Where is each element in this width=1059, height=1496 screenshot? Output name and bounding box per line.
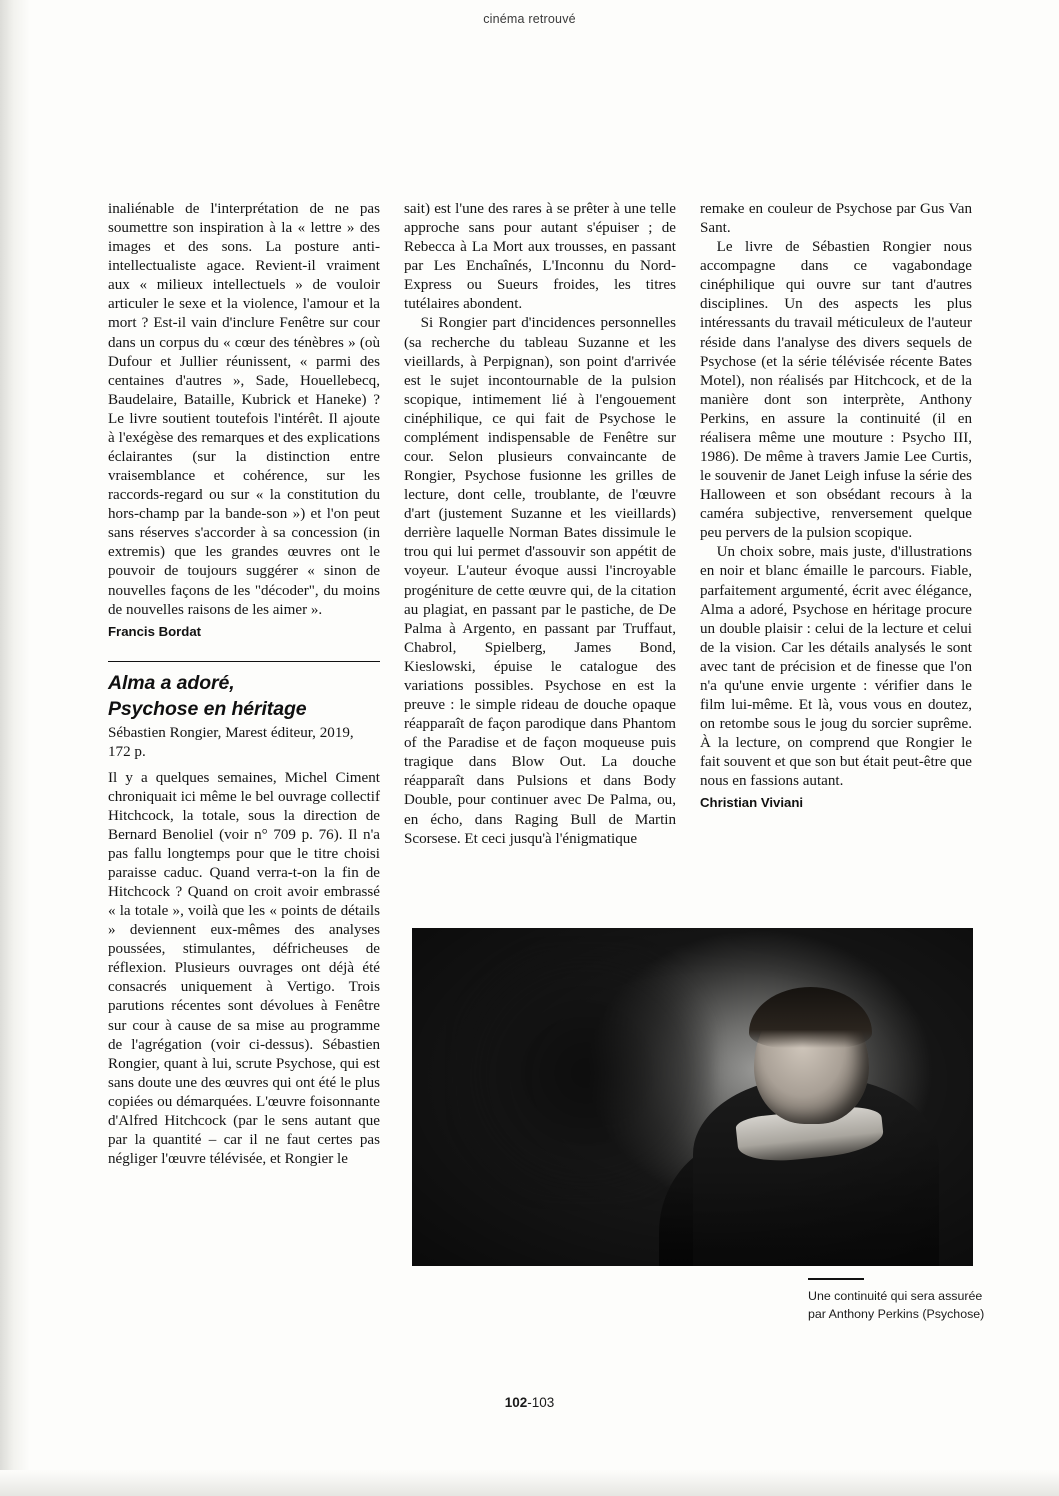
- signature-francis-bordat: Francis Bordat: [108, 623, 202, 639]
- paragraph-right-2: Le livre de Sébastien Rongier nous accompagne dans ce vagabondage cinéphilique qui ouvre sur tant d'autres disciplines. Un des aspects les plus intéressants du travail méticuleux de l'auteur réside dans l'analyse des divers sequels de Psychose (et la série télévisée récente Bates Motel), non réalisés par Hitchcock, et de la manière dont son interprète, Anthony Perkins, en assure la continuité (il en réalisera même une mouture : Psycho III, 1986). De même à travers Jamie Lee Curtis, le souvenir de Janet Leigh infuse la série des Halloween et son obsédant recours à la caméra subjective, renversement quelque peu pervers de la pulsion scopique.: [700, 239, 972, 542]
- figure-vignette: [412, 928, 973, 1266]
- caption-rule: [808, 1278, 864, 1280]
- paragraph-middle-1: sait) est l'une des rares à se prêter à une telle approche sans pour autant s'épuiser ; de Rebecca à La Mort aux trousses, en passant par Les Enchaînés, L'Inconnu du Nord-Express ou Sueurs froides, les titres tutélaires abondent.: [404, 201, 676, 313]
- paragraph-right-3: Un choix sobre, mais juste, d'illustrations en noir et blanc émaille le parcours. Fiable, parfaitement argumenté, écrit avec élégance, Alma a adoré, Psychose en héritage procure un double plaisir : celui de la lecture et celui de la vision. Car les détails analysés le sont avec tant de précision et de finesse que l'on n'a qu'une envie urgente : vérifier dans le film lui-même. Et là, vous vous en doutez, on retombe sous le joug du sorcier suprême. À la lecture, on comprend que Rongier le fait souvent et que son but était peut-être que nous en fassions autant.: [700, 544, 972, 790]
- figure-caption-line-1: Une continuité qui sera assurée: [808, 1289, 983, 1303]
- scan-edge-shading-bottom: [0, 1470, 1059, 1496]
- review-publication-info: Sébastien Rongier, Marest éditeur, 2019, 172 p.: [108, 725, 354, 761]
- figure-caption: [808, 1288, 998, 1324]
- paragraph-left-review: Il y a quelques semaines, Michel Ciment chroniquait ici même le bel ouvrage collectif Hitchcock, la totale, sous la direction de Bernard Benoliel (voir n° 709 p. 76). Il n'a pas fallu longtemps pour que le titre choisi paraisse caduc. Quand verra-t-on la fin de Hitchcock ? Quand on croit avoir embrassé « la totale », voilà que les « points de détails » deviennent eux-mêmes des analyses poussées, stimulantes, défricheuses de réflexion. Plusieurs ouvrages ont déjà été consacrés uniquement à Vertigo. Trois parutions récentes sont dévolues à Fenêtre sur cour à cause de sa mise au programme de l'agrégation (voir ci-dessus). Sébastien Rongier, quant à lui, scrute Psychose, qui est sans doute une des œuvres qui ont été le plus copiées ou démarquées. L'œuvre foisonnante d'Alfred Hitchcock (par le sens autant que par la quantité – car il ne faut certes pas négliger l'œuvre télévisée, et Rongier le: [108, 769, 380, 1168]
- review-title-line-2: Psychose en héritage: [108, 697, 307, 720]
- running-head: cinéma retrouvé: [483, 12, 576, 26]
- review-title-line-1: Alma a adoré,: [108, 671, 235, 694]
- page-folio: [0, 1395, 1059, 1410]
- column-left: [108, 200, 380, 1169]
- figure-anthony-perkins: [412, 928, 985, 1324]
- figure-caption-line-2: par Anthony Perkins (Psychose): [808, 1306, 985, 1321]
- folio-separator: -: [527, 1395, 532, 1410]
- folio-next: 103: [531, 1395, 555, 1410]
- paragraph-right-1: remake en couleur de Psychose par Gus Van Sant.: [700, 201, 972, 237]
- signature-christian-viviani: Christian Viviani: [700, 795, 804, 811]
- section-rule: [108, 661, 380, 662]
- folio-current: 102: [504, 1395, 528, 1410]
- paragraph-middle-2: Si Rongier part d'incidences personnelles (sa recherche du tableau Suzanne et les vieillards, à Perpignan), son point d'arrivée est le sujet incontournable de la pulsion scopique, intimement lié à l'engouement cinéphilique, ce qui fait de Psychose le complément indispensable de Fenêtre sur cour. Selon plusieurs convaincante de Rongier, Psychose fusionne les grilles de lecture, dont celle, troublante, de l'œuvre d'art (justement Suzanne et les vieillards) derrière laquelle Norman Bates dissimule le trou qui lui permet d'assouvir son appétit de voyeur. L'auteur évoque aussi l'incroyable progéniture de cette œuvre qui, de la citation au plagiat, en passant par le pastiche, de De Palma à Argento, en passant par Truffaut, Chabrol, Spielberg, James Bond, Kieslowski, épuise le catalogue des variations possibles. Psychose en est la preuve : le simple rideau de douche opaque réapparaît de façon parodique dans Phantom of the Paradise et de façon moqueuse puis tragique dans Blow Out. La douche réapparaît dans Pulsions et dans Body Double, pour continuer avec De Palma, ou, en écho, dans Raging Bull de Martin Scorsese. Et ceci jusqu'à l'énigmatique: [404, 315, 676, 847]
- review-block-alma-a-adore: [108, 661, 380, 1169]
- scan-edge-shading-left: [0, 0, 30, 1496]
- figure-image: [412, 928, 973, 1266]
- paragraph-left-1: inaliénable de l'interprétation de ne pas soumettre son inspiration à la « lettre » des images et des sons. La posture anti-intellectualiste agace. Revient-il vraiment aux « milieux intellectuels » de vouloir articuler le sexe et la violence, l'amour et la mort ? Est-il vain d'inclure Fenêtre sur cour dans un corpus du « cœur des ténèbres » (où Dufour et Jullier réunissent, « parmi des centaines d'autres », Sade, Houellebecq, Baudelaire, Bataille, Kubrick et Haneke) ? Le livre soutient toutefois l'intérêt. Il ajoute à l'exégèse des remarques et des explications éclairantes (sur la distinction entre vraisemblance et cohérence, sur les raccords-regard ou sur « la constitution du hors-champ par la bande-son ») et l'on peut sans réserves s'accorder à sa concession (in extremis) que les grandes œuvres ont le pouvoir de toujours suggérer « sinon de nouvelles façons de les "décoder", du moins de nouvelles raisons de les aimer ».: [108, 201, 380, 618]
